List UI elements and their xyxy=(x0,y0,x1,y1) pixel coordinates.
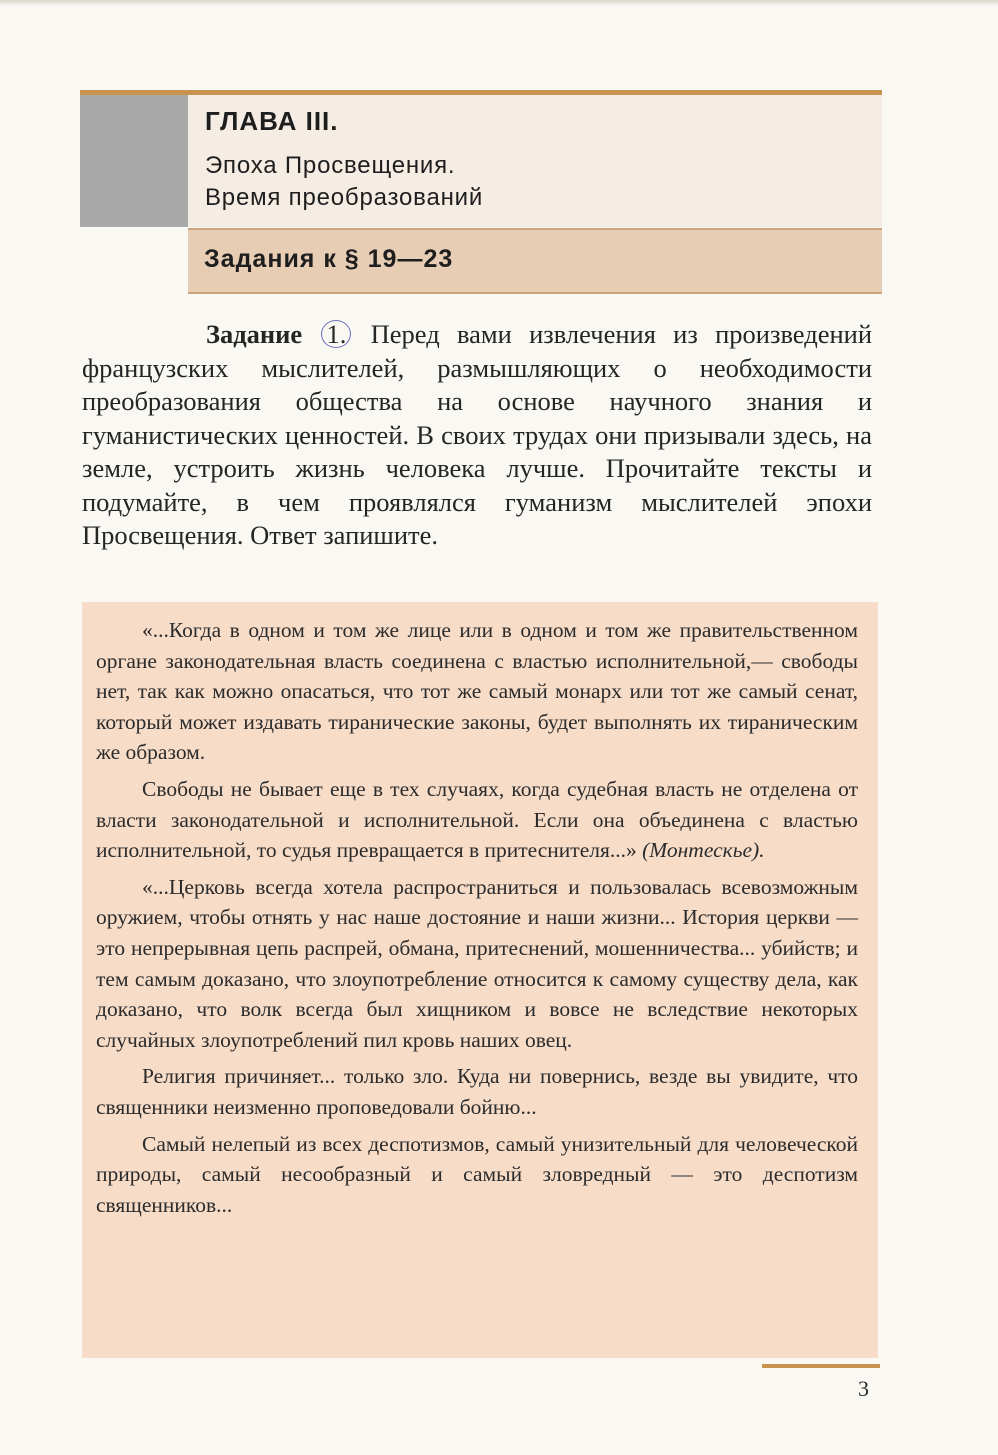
task-body: Перед вами извлечения из произведений французских мыслителей, размышляющих о необходимости преобразования общества на основе научного знания и гуманистических ценностей. В своих трудах они призывали здесь, на земле, устроить жизнь человека лучше. Прочитайте тексты и подумайте, в чем проявлялся гуманизм мыслителей эпохи Просвещения. Ответ запишите. xyxy=(82,319,872,550)
footer-rule xyxy=(762,1364,880,1368)
quote-church-2: Религия причиняет... только зло. Куда ни повернись, везде вы увидите, что священники неизменно проповедовали бойню... xyxy=(96,1064,858,1119)
quote-montesquieu-1: «...Когда в одном и том же лице или в одном и том же правительственном органе законодательная власть соединена с властью исполнительной,— свободы нет, так как можно опасаться, что тот же самый монарх или тот же самый сенат, который может издавать тиранические законы, будет выполнять их тираническим же образом. xyxy=(96,618,858,765)
quote-church-3: Самый нелепый из всех деспотизмов, самый унизительный для человеческой природы, самый несообразный и самый зловредный — это деспотизм священников... xyxy=(96,1131,858,1217)
quote-montesquieu-2 xyxy=(96,774,858,866)
page-number: 3 xyxy=(858,1376,869,1401)
quote-church-1: «...Церковь всегда хотела распространиться и пользовалась всевозможным оружием, чтобы отнять у нас наше достояние и наши жизни... История церкви — это непрерывная цепь распрей, обмана, притеснений, мошенничества... убийств; и тем самым доказано, что злоупотребление относится к самому существу дела, как доказано, что волк всегда был хищником и вовсе не вследствие некоторых случайных злоупотреблений пил кровь наших овец. xyxy=(96,874,858,1052)
header-gray-block xyxy=(80,95,188,227)
page-edge xyxy=(0,0,998,6)
chapter-label: ГЛАВА III. xyxy=(205,106,339,136)
task-paragraph xyxy=(82,318,872,553)
quote-montesquieu-2-body: Свободы не бывает еще в тех случаях, когда судебная власть не отделена от власти законодательной и исполнительной. Если она объединена с властью исполнительной, то судья превращается в притеснителя...» xyxy=(96,776,858,863)
tasks-heading: Задания к § 19—23 xyxy=(204,245,454,273)
chapter-title xyxy=(205,150,483,214)
quote-author: (Монтескье). xyxy=(642,838,765,863)
chapter-title-line-2: Время преобразований xyxy=(205,184,484,211)
task-number-circled: 1. xyxy=(321,320,351,348)
task-label: Задание xyxy=(206,319,303,349)
quotes-text xyxy=(96,615,858,1226)
chapter-title-line-1: Эпоха Просвещения. xyxy=(205,152,456,179)
